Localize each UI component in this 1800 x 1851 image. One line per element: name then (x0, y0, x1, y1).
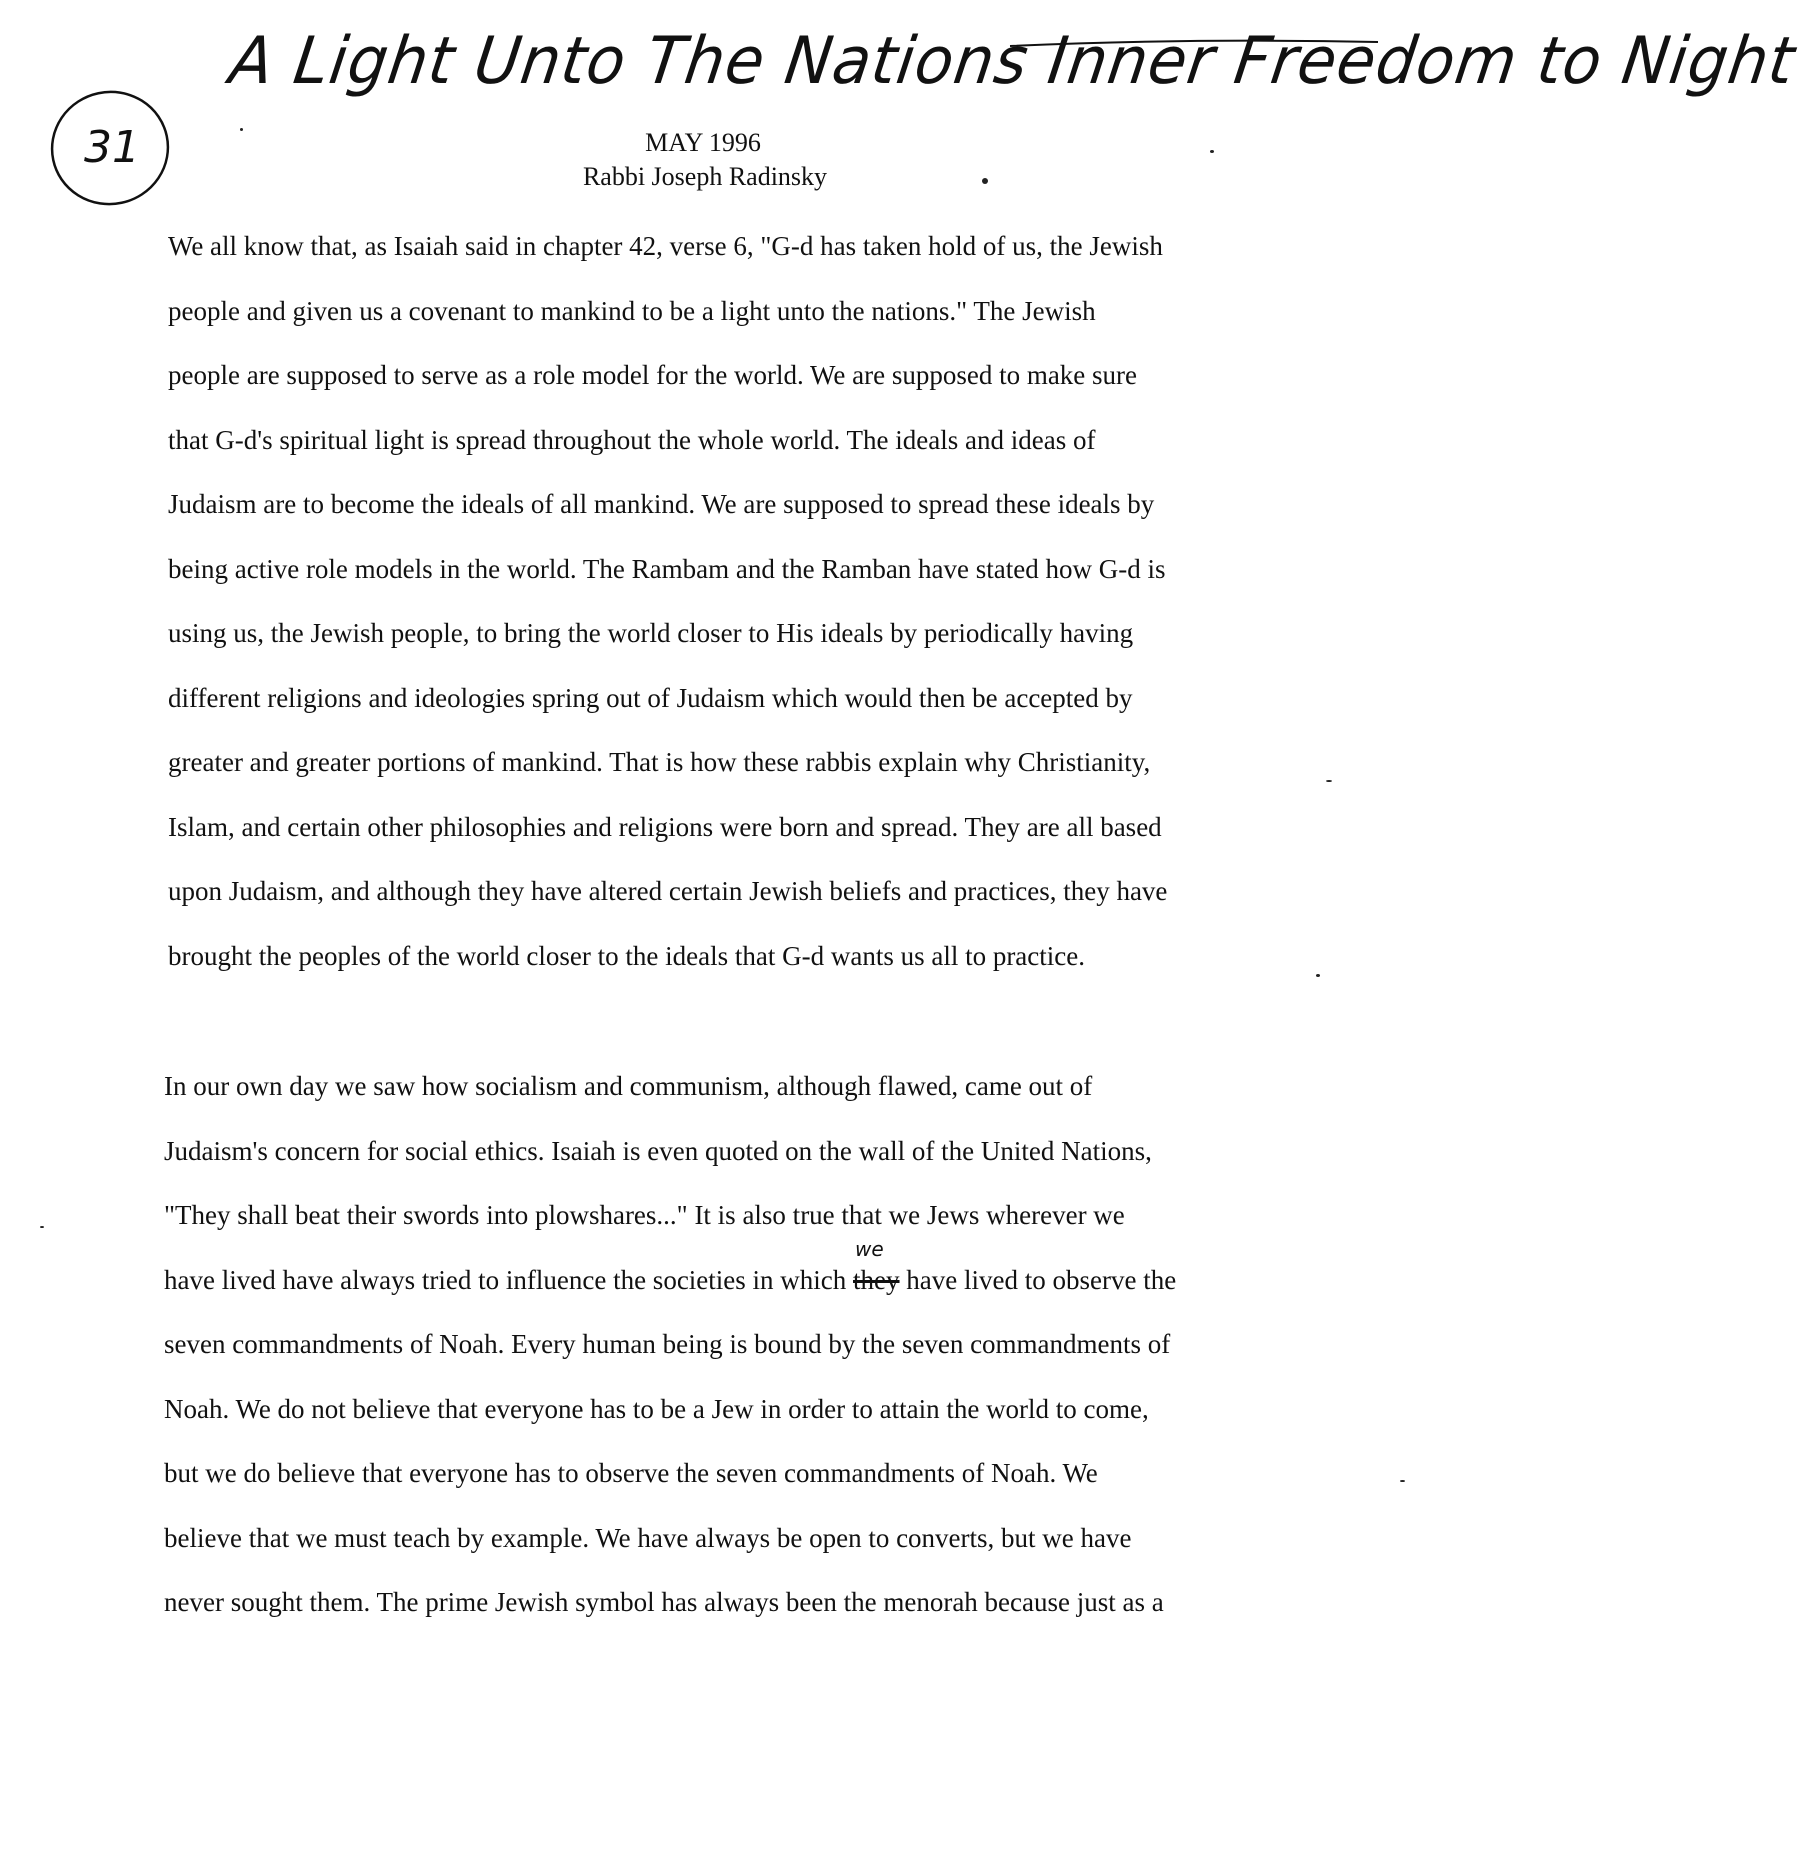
text-line: believe that we must teach by example. We have always be open to converts, but we have (164, 1522, 1132, 1553)
edited-line-after: have lived to observe the (899, 1264, 1177, 1295)
paragraph-1 (168, 214, 1283, 988)
document-date: MAY 1996 (645, 128, 761, 157)
scan-speck (1326, 780, 1332, 782)
text-line: We all know that, as Isaiah said in chapter 42, verse 6, "G-d has taken hold of us, the Jewish (168, 231, 1163, 261)
scan-speck (1316, 974, 1320, 977)
text-line: never sought them. The prime Jewish symbol has always been the menorah because just as a (164, 1587, 1164, 1617)
text-line: that G-d's spiritual light is spread throughout the whole world. The ideals and ideas of (168, 424, 1096, 455)
text-line: people are supposed to serve as a role model for the world. We are supposed to make sure (168, 360, 1138, 390)
text-line: different religions and ideologies spring out of Judaism which would then be accepted by (168, 682, 1133, 713)
edited-text-line (164, 1236, 1279, 1313)
text-line: Judaism's concern for social ethics. Isaiah is even quoted on the wall of the United Nations, (164, 1135, 1152, 1166)
text-line: Islam, and certain other philosophies and religions were born and spread. They are all based (168, 811, 1162, 842)
title-underline-stroke (1010, 36, 1380, 76)
text-line: Noah. We do not believe that everyone has to be a Jew in order to attain the world to come, (164, 1393, 1149, 1424)
text-line: brought the peoples of the world closer to the ideals that G-d wants us all to practice. (168, 940, 1085, 971)
text-line: being active role models in the world. The Rambam and the Ramban have stated how G-d is (168, 553, 1166, 584)
text-line: using us, the Jewish people, to bring the world closer to His ideals by periodically having (168, 618, 1134, 648)
text-line: upon Judaism, and although they have altered certain Jewish beliefs and practices, they have (168, 876, 1168, 906)
handwritten-insertion: we (855, 1236, 884, 1261)
scan-speck (1210, 150, 1214, 153)
scan-speck (40, 1226, 44, 1228)
text-line: seven commandments of Noah. Every human being is bound by the seven commandments of (164, 1329, 1171, 1359)
text-line: but we do believe that everyone has to observe the seven commandments of Noah. We (164, 1458, 1098, 1488)
document-author: Rabbi Joseph Radinsky (582, 162, 828, 191)
text-line: Judaism are to become the ideals of all mankind. We are supposed to spread these ideals by (168, 489, 1155, 519)
edited-line-before: have lived have always tried to influence the societies in which (164, 1264, 854, 1295)
page-number: 31 (84, 122, 140, 173)
paragraph-2 (164, 1054, 1279, 1635)
scan-speck (240, 128, 243, 131)
text-line: greater and greater portions of mankind. That is how these rabbis explain why Christianity, (168, 747, 1151, 777)
scan-speck (982, 178, 988, 184)
struck-word: they we (853, 1236, 900, 1295)
text-line: In our own day we saw how socialism and communism, although flawed, came out of (164, 1071, 1093, 1101)
scan-speck (1400, 1480, 1405, 1482)
text-line: "They shall beat their swords into plowshares..." It is also true that we Jews wherever we (164, 1200, 1125, 1230)
handwritten-title: A Light Unto The Nations Inner Freedom to Night (225, 22, 1800, 99)
text-line: people and given us a covenant to mankind to be a light unto the nations." The Jewish (168, 295, 1096, 326)
